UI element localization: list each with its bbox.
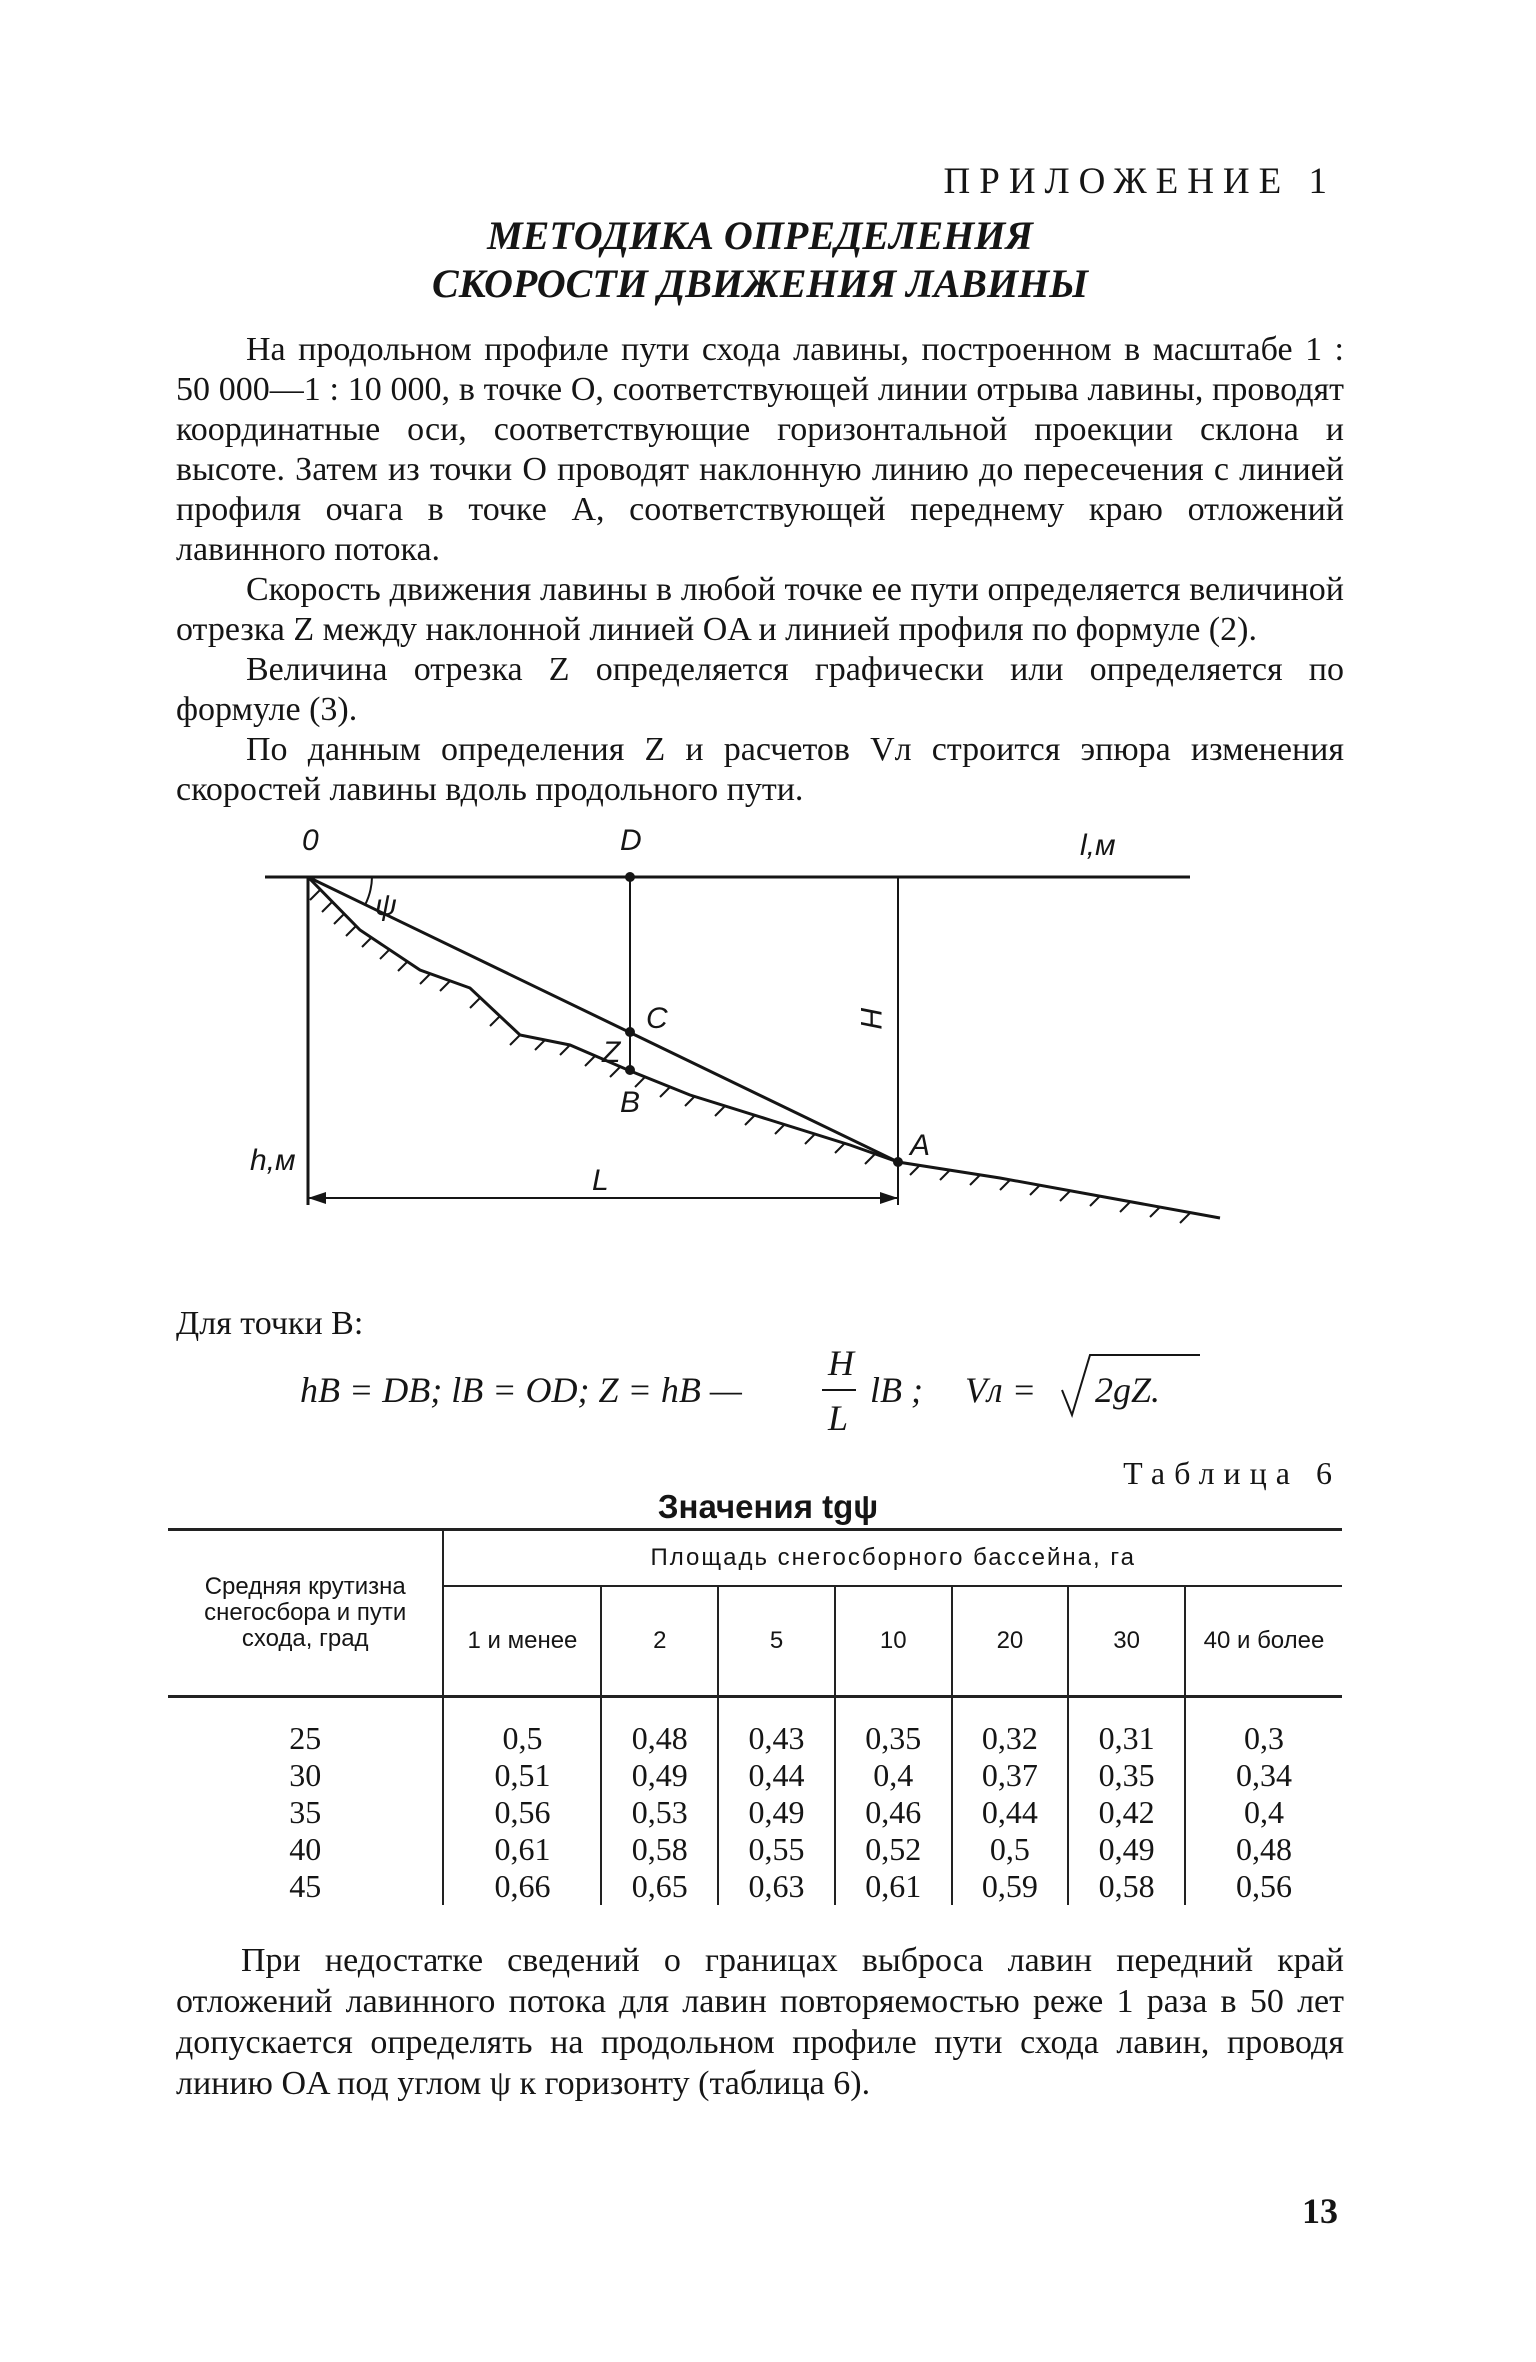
table-cell-value: 0,52 [865,1831,922,1867]
table-cell-value: 0,49 [1098,1831,1155,1867]
page-number: 13 [1302,2191,1338,2231]
table-cell-value: 0,31 [1098,1720,1155,1756]
table-cell-value: 0,4 [873,1757,914,1793]
paragraph-3: Величина отрезка Z определяется графически или определяется по формуле (3). [176,651,1344,728]
table-cell-value: 0,56 [494,1794,551,1830]
table-label: Таблица 6 [1123,1455,1341,1491]
value-column [443,1697,601,1906]
paragraph-4: По данным определения Z и расчетов Vл строится эпюра изменения скоростей лавины вдоль продольного пути. [176,731,1344,808]
table-cell-value: 0,65 [631,1868,688,1904]
table-cell-value: 0,35 [865,1720,922,1756]
page-title [0,212,1536,308]
paragraph-2: Скорость движения лавины в любой точке ее пути определяется величиной отрезка Z между наклонной линией OA и линией профиля по формуле (2). [176,571,1344,648]
table-cell-value: 0,37 [981,1757,1038,1793]
table-cell-value: 0,53 [631,1794,688,1830]
tg-psi-table [168,1528,1342,1905]
area-col-header: 5 [718,1586,835,1697]
area-col-header: 30 [1068,1586,1185,1697]
label-a: A [910,1129,931,1162]
steepness-value: 30 [289,1757,322,1793]
table-cell-value: 0,56 [1235,1868,1292,1904]
table-cell-value: 0,61 [865,1868,922,1904]
table-cell-value: 0,48 [1235,1831,1292,1867]
formula-fraction-numerator: H [828,1345,854,1383]
table-cell-value: 0,58 [631,1831,688,1867]
formula-intro: Для точки B: [176,1305,364,1342]
point-c [625,1027,635,1037]
table-cell-value: 0,66 [494,1868,551,1904]
value-column [601,1697,718,1906]
table-cell-value: 0,61 [494,1831,551,1867]
label-l-axis: l,м [1080,829,1116,862]
table-cell-value: 0,49 [631,1757,688,1793]
label-big-h: H [854,1007,887,1029]
label-z: Z [602,1036,621,1069]
steepness-value: 35 [289,1794,322,1830]
header-area: Площадь снегосборного бассейна, га [443,1530,1342,1587]
label-o: 0 [302,824,319,857]
value-column [1068,1697,1185,1906]
title-line-1: МЕТОДИКА ОПРЕДЕЛЕНИЯ [487,213,1033,258]
title-line-2: СКОРОСТИ ДВИЖЕНИЯ ЛАВИНЫ [432,261,1088,306]
formula-part-1: hB = DB; lB = OD; Z = hB — [300,1370,742,1410]
formula-part-3: Vл = [965,1370,1036,1410]
label-d: D [620,824,642,857]
value-column [952,1697,1069,1906]
table-cell-value: 0,3 [1243,1720,1284,1756]
value-column [1185,1697,1342,1906]
table-cell-value: 0,43 [748,1720,805,1756]
table-cell-value: 0,44 [981,1794,1038,1830]
appendix-heading: ПРИЛОЖЕНИЕ 1 [943,161,1336,202]
formula-block [300,1345,1300,1465]
terrain-hatching [310,890,1190,1223]
terrain-profile [308,877,1220,1218]
label-c: C [646,1002,668,1035]
area-col-header: 1 и менее [443,1586,601,1697]
value-column [718,1697,835,1906]
area-col-header: 2 [601,1586,718,1697]
table-cell-value: 0,59 [981,1868,1038,1904]
point-d [625,872,635,882]
steepness-value: 25 [289,1720,322,1756]
table-cell-value: 0,49 [748,1794,805,1830]
steepness-value: 40 [289,1831,322,1867]
arrow-l-left [308,1192,326,1204]
label-h-axis: h,м [250,1144,296,1177]
formula-part-2: lB ; [870,1370,923,1410]
label-b: B [620,1086,641,1119]
table-cell-value: 0,34 [1235,1757,1292,1793]
table-cell-value: 0,55 [748,1831,805,1867]
label-big-l: L [592,1164,609,1197]
label-psi: ψ [375,889,397,922]
area-col-header: 10 [835,1586,952,1697]
table-cell-value: 0,32 [981,1720,1038,1756]
table-cell-value: 0,63 [748,1868,805,1904]
table-cell-value: 0,46 [865,1794,922,1830]
steepness-value: 45 [289,1868,322,1904]
table-cell-value: 0,42 [1098,1794,1155,1830]
closing-paragraph: При недостатке сведений о границах выброса лавин передний край отложений лавинного потока для лавин повторяемостью реже 1 раза в 50 лет допускается определять на продольном профиле пути схода лавин, проводя линию OA под углом ψ к горизонту (таблица 6). [176,1942,1344,2102]
steepness-column [168,1697,443,1906]
area-col-header: 20 [952,1586,1069,1697]
table-cell-value: 0,44 [748,1757,805,1793]
psi-arc [365,877,372,905]
table-cell-value: 0,5 [502,1720,543,1756]
formula-fraction-denominator: L [828,1398,849,1438]
table-cell-value: 0,51 [494,1757,551,1793]
table-cell-value: 0,4 [1243,1794,1284,1830]
table-data-row [168,1697,1342,1906]
table-cell-value: 0,48 [631,1720,688,1756]
paragraph-1: На продольном профиле пути схода лавины, построенном в масштабе 1 : 50 000—1 : 10 000, в точке O, соответствующей линии отрыва лавины, проводят координатные оси, соответствующие горизонтальной проекции склона и высоте. Затем из точки O проводят наклонную линию до пересечения с линией профиля очага в точке A, соответствующей переднему краю отложений лавинного потока. [176,331,1344,568]
formula-sqrt-argument: 2gZ. [1095,1370,1161,1410]
table-cell-value: 0,5 [989,1831,1030,1867]
closing-text [176,1940,1344,2104]
area-col-header: 40 и более [1185,1586,1342,1697]
value-column [835,1697,952,1906]
avalanche-profile-diagram [150,820,1250,1280]
point-b [625,1065,635,1075]
table-title: Значения tgψ [657,1488,879,1525]
header-steepness: Средняя крутизна снегосбора и пути схода, град [168,1530,443,1697]
table-cell-value: 0,58 [1098,1868,1155,1904]
table-cell-value: 0,35 [1098,1757,1155,1793]
body-text [176,330,1344,810]
arrow-l-right [880,1192,898,1204]
